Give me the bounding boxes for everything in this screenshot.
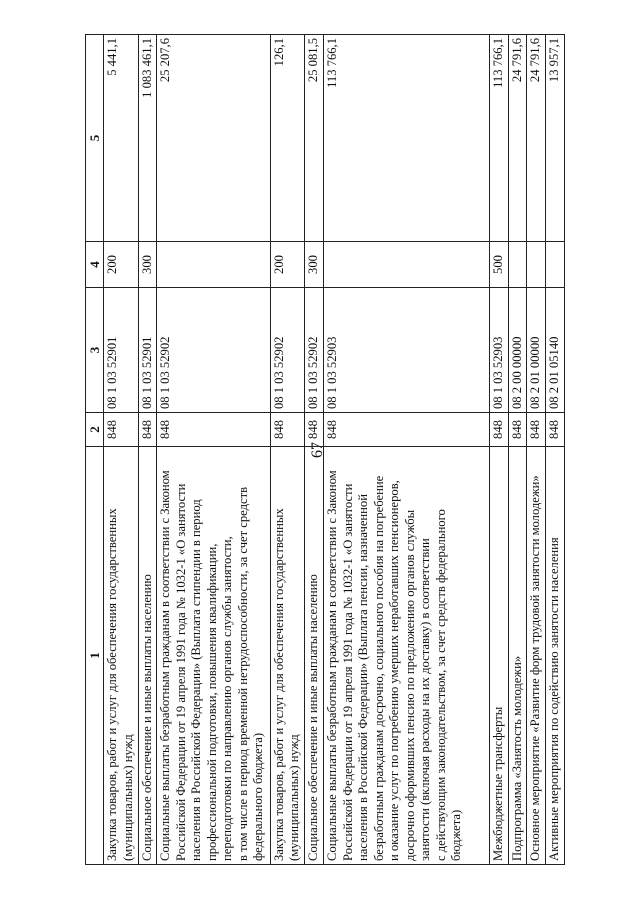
description-line: бюджета) bbox=[449, 809, 464, 861]
column-header: 2 bbox=[86, 413, 104, 447]
row-code: 848 bbox=[270, 413, 305, 447]
row-target-article: 08 1 03 52902 bbox=[157, 288, 270, 413]
description-line: и оказание услуг по погребению умерших неработавших пенсионеров, bbox=[387, 480, 402, 861]
row-expense-type: 500 bbox=[489, 242, 508, 288]
column-header: 3 bbox=[86, 288, 104, 413]
row-expense-type: 200 bbox=[270, 242, 305, 288]
description-line: Активные мероприятия по содействию занятости населения bbox=[547, 537, 562, 861]
row-amount: 24 791,6 bbox=[527, 35, 546, 242]
description-line: (муниципальных) нужд bbox=[120, 734, 135, 861]
description-line: Закупка товаров, работ и услуг для обеспечения государственных bbox=[271, 508, 286, 861]
row-code: 848 bbox=[104, 413, 139, 447]
table-body bbox=[104, 35, 565, 865]
table-row bbox=[546, 35, 565, 865]
row-code: 848 bbox=[324, 413, 490, 447]
page-number: 67 bbox=[309, 442, 326, 458]
description-line: безработным гражданам досрочно, социального пособия на погребение bbox=[371, 475, 386, 861]
row-description bbox=[508, 447, 527, 865]
description-line: Российской Федерации от 19 апреля 1991 года № 1032-1 «О занятости bbox=[173, 483, 188, 861]
row-target-article: 08 1 03 52901 bbox=[138, 288, 157, 413]
row-description bbox=[270, 447, 305, 865]
table-header-row bbox=[86, 35, 104, 865]
row-expense-type bbox=[508, 242, 527, 288]
row-description bbox=[305, 447, 324, 865]
description-line: Социальное обеспечение и иные выплаты населению bbox=[306, 574, 321, 861]
row-amount: 113 766,1 bbox=[489, 35, 508, 242]
row-amount: 24 791,6 bbox=[508, 35, 527, 242]
row-description bbox=[104, 447, 139, 865]
row-amount: 5 441,1 bbox=[104, 35, 139, 242]
row-target-article: 08 1 03 52903 bbox=[489, 288, 508, 413]
description-line: (муниципальных) нужд bbox=[287, 734, 302, 861]
description-line: Основное мероприятие «Развитие форм трудовой занятости молодежи» bbox=[528, 475, 543, 861]
table-row bbox=[270, 35, 305, 865]
row-description bbox=[138, 447, 157, 865]
column-header: 5 bbox=[86, 35, 104, 242]
column-header: 4 bbox=[86, 242, 104, 288]
table-row bbox=[305, 35, 324, 865]
row-expense-type: 200 bbox=[104, 242, 139, 288]
description-line: Социальное обеспечение и иные выплаты населению bbox=[139, 574, 154, 861]
row-amount: 13 957,1 bbox=[546, 35, 565, 242]
description-line: досрочно оформивших пенсию по предложению органов службы bbox=[402, 509, 417, 861]
row-target-article: 08 2 00 00000 bbox=[508, 288, 527, 413]
description-line: Межбюджетные трансферты bbox=[490, 706, 505, 861]
row-target-article: 08 1 03 52903 bbox=[324, 288, 490, 413]
budget-table bbox=[85, 34, 565, 865]
description-line: населения в Российской Федерации» (Выплата пенсии, назначенной bbox=[356, 494, 371, 861]
rotated-page-content bbox=[85, 35, 565, 865]
row-amount: 25 081,5 bbox=[305, 35, 324, 242]
row-code: 848 bbox=[508, 413, 527, 447]
row-description bbox=[489, 447, 508, 865]
row-target-article: 08 1 03 52901 bbox=[104, 288, 139, 413]
row-expense-type bbox=[546, 242, 565, 288]
row-amount: 126,1 bbox=[270, 35, 305, 242]
description-line: Социальные выплаты безработным гражданам в соответствии с Законом bbox=[158, 470, 173, 861]
row-code: 848 bbox=[138, 413, 157, 447]
table-row bbox=[324, 35, 490, 865]
row-expense-type: 300 bbox=[305, 242, 324, 288]
description-line: населения в Российской Федерации» (Выплата стипендии в период bbox=[189, 499, 204, 861]
column-header: 1 bbox=[86, 447, 104, 865]
row-target-article: 08 2 01 05140 bbox=[546, 288, 565, 413]
description-line: Закупка товаров, работ и услуг для обеспечения государственных bbox=[105, 508, 119, 861]
row-amount: 25 207,6 bbox=[157, 35, 270, 242]
row-amount: 113 766,1 bbox=[324, 35, 490, 242]
description-line: Подпрограмма «Занятость молодежи» bbox=[509, 655, 524, 861]
row-expense-type: 300 bbox=[138, 242, 157, 288]
row-amount: 1 083 461,1 bbox=[138, 35, 157, 242]
description-line: Социальные выплаты безработным гражданам в соответствии с Законом bbox=[325, 470, 340, 861]
description-line: в том числе в период временной нетрудоспособности, за счет средств bbox=[235, 486, 250, 861]
row-target-article: 08 1 03 52902 bbox=[270, 288, 305, 413]
description-line: с действующим законодательством, за счет средств федерального bbox=[433, 509, 448, 861]
row-target-article: 08 2 01 00000 bbox=[527, 288, 546, 413]
row-description bbox=[546, 447, 565, 865]
row-expense-type bbox=[157, 242, 270, 288]
table-row bbox=[157, 35, 270, 865]
table-row bbox=[489, 35, 508, 865]
row-target-article: 08 1 03 52902 bbox=[305, 288, 324, 413]
row-description bbox=[527, 447, 546, 865]
row-code: 848 bbox=[489, 413, 508, 447]
description-line: федерального бюджета) bbox=[251, 732, 266, 861]
description-line: профессиональной подготовки, повышения квалификации, bbox=[204, 543, 219, 861]
row-expense-type bbox=[527, 242, 546, 288]
description-line: занятости (включая расходы на их доставку) в соответствии bbox=[418, 538, 433, 861]
table-row bbox=[104, 35, 139, 865]
table-row bbox=[508, 35, 527, 865]
table-row bbox=[527, 35, 546, 865]
row-code: 848 bbox=[546, 413, 565, 447]
table-row bbox=[138, 35, 157, 865]
row-expense-type bbox=[324, 242, 490, 288]
row-code: 848 bbox=[527, 413, 546, 447]
row-description bbox=[324, 447, 490, 865]
description-line: Российской Федерации от 19 апреля 1991 года № 1032-1 «О занятости bbox=[340, 483, 355, 861]
description-line: переподготовки по направлению органов службы занятости, bbox=[220, 536, 235, 861]
row-description bbox=[157, 447, 270, 865]
row-code: 848 bbox=[157, 413, 270, 447]
row-code: 848 bbox=[305, 413, 324, 447]
